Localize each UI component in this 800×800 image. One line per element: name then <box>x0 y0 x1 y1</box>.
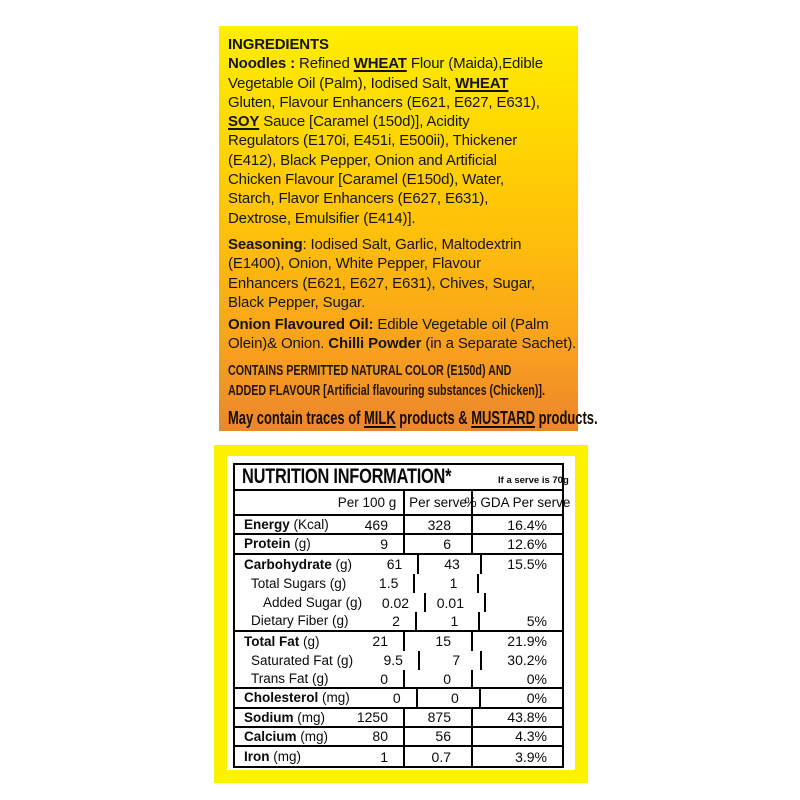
text-segment: (E1400), Onion, White Pepper, Flavour <box>228 255 481 273</box>
nutrition-row <box>235 689 562 708</box>
row-label <box>235 535 331 552</box>
nutrition-row <box>235 747 562 766</box>
value-per-serve: 0.01 <box>424 593 484 612</box>
ingredients-line <box>228 35 572 54</box>
value-per-serve: 7 <box>418 651 480 670</box>
text-segment: Edible Vegetable oil (Palm <box>373 316 549 334</box>
value-gda-per-serve: 5% <box>478 612 562 629</box>
text-segment: Dextrose, Emulsifier (E414)]. <box>228 209 416 227</box>
row-label <box>235 709 331 726</box>
ingredients-line <box>228 361 572 381</box>
value-gda-per-serve: 12.6% <box>471 535 562 552</box>
nutrition-row <box>235 535 562 554</box>
value-per-100g: 0 <box>392 689 401 706</box>
ingredients-line <box>228 381 572 401</box>
ingredients-line <box>228 406 598 430</box>
nutrient-name: Carbohydrate <box>244 556 332 572</box>
value-per-serve: 875 <box>403 709 471 726</box>
row-label <box>235 651 353 670</box>
text-segment: SOY <box>228 113 260 131</box>
ingredients-block <box>228 315 577 354</box>
ingredients-line <box>228 254 572 273</box>
value-gda-per-serve <box>484 593 562 612</box>
ingredients-line <box>228 151 572 170</box>
nutrition-row <box>235 555 562 574</box>
ingredients-line <box>228 274 572 293</box>
nutrient-unit: (Kcal) <box>289 517 329 533</box>
column-header-blank <box>235 491 331 514</box>
value-gda-per-serve: 16.4% <box>471 516 562 533</box>
text-segment: Noodles : <box>228 55 295 73</box>
nutrition-row <box>235 651 562 670</box>
condensed-line-inner <box>228 361 511 381</box>
value-gda-per-serve: 43.8% <box>471 709 562 726</box>
nutrient-unit: (g) <box>341 595 363 611</box>
nutrition-row <box>235 612 562 631</box>
ingredients-line <box>228 209 572 228</box>
ingredients-block <box>228 406 598 430</box>
nutrient-unit: (g) <box>332 652 354 668</box>
text-segment: Black Pepper, Sugar. <box>228 293 366 311</box>
row-label <box>235 574 346 593</box>
ingredients-block <box>228 35 572 228</box>
text-segment: Regulators (E170i, E451i, E500ii), Thickener <box>228 132 518 150</box>
nutrition-title-row <box>235 465 569 491</box>
value-gda-per-serve: 0% <box>479 689 562 706</box>
value-gda-per-serve: 21.9% <box>471 632 562 651</box>
column-header-per-serve: Per serve <box>403 491 471 514</box>
nutrition-row <box>235 574 562 593</box>
text-segment: CONTAINS PERMITTED NATURAL COLOR (E150d) AND <box>228 362 512 379</box>
ingredients-line <box>228 131 572 150</box>
nutrition-title: NUTRITION INFORMATION* <box>242 465 452 488</box>
column-header-per-100g: Per 100 g <box>337 495 397 510</box>
value-per-100g: 61 <box>386 556 403 573</box>
value-per-serve: 1 <box>415 612 478 629</box>
nutrient-unit: (mg) <box>269 749 301 765</box>
ingredients-line <box>228 93 572 112</box>
ingredients-line <box>228 293 572 312</box>
ingredients-line <box>228 170 572 189</box>
nutrient-unit: (g) <box>331 556 353 572</box>
text-segment: Enhancers (E621, E627, E631), Chives, Sugar, <box>228 274 535 292</box>
text-segment: MILK <box>364 406 396 428</box>
nutrient-name: Sodium <box>244 709 294 725</box>
nutrient-unit: (g) <box>290 536 311 552</box>
nutrient-name: Cholesterol <box>244 690 319 706</box>
nutrition-row <box>235 593 562 612</box>
value-per-100g: 0 <box>380 670 388 687</box>
text-segment: Olein)& Onion. <box>228 335 329 353</box>
text-segment: Vegetable Oil (Palm), Iodised Salt, <box>228 74 456 92</box>
nutrition-panel <box>214 445 588 783</box>
ingredients-line <box>228 334 577 353</box>
value-gda-per-serve: 30.2% <box>480 651 562 670</box>
row-label <box>235 612 349 629</box>
nutrition-rows <box>235 516 562 766</box>
value-gda-per-serve: 0% <box>471 670 562 687</box>
text-segment: WHEAT <box>455 74 509 92</box>
row-label <box>235 632 331 651</box>
text-segment: Starch, Flavor Enhancers (E627, E631), <box>228 190 489 208</box>
ingredients-panel <box>219 26 598 431</box>
nutrient-unit: (mg) <box>293 709 325 725</box>
nutrient-unit: (g) <box>299 633 320 649</box>
nutrient-unit: (mg) <box>318 690 350 706</box>
value-per-100g: 2 <box>392 612 400 629</box>
nutrition-title-wrap <box>242 465 498 489</box>
nutrient-name: Added Sugar <box>263 595 342 611</box>
value-per-100g: 1250 <box>356 709 388 726</box>
value-per-serve: 1 <box>413 574 477 593</box>
value-per-serve: 15 <box>403 632 471 651</box>
text-segment: Onion Flavoured Oil: <box>228 316 374 334</box>
value-gda-per-serve: 3.9% <box>471 747 562 766</box>
ingredients-block <box>228 361 572 401</box>
ingredients-line <box>228 235 572 254</box>
column-header-gda-per-serve: % GDA Per serve <box>471 491 562 514</box>
text-segment: Seasoning <box>228 235 303 253</box>
text-segment: Flour (Maida),Edible <box>406 55 543 73</box>
nutrient-name: Saturated Fat <box>251 652 333 668</box>
text-segment: Refined <box>295 55 354 73</box>
value-per-100g: 9.5 <box>383 652 403 669</box>
nutrition-row <box>235 670 562 689</box>
value-per-100g: 1 <box>380 748 388 765</box>
ingredients-line <box>228 112 572 131</box>
ingredients-line <box>228 189 572 208</box>
row-label <box>235 516 331 533</box>
nutrition-row <box>235 709 562 728</box>
text-segment: : Iodised Salt, Garlic, Maltodextrin <box>302 235 522 253</box>
nutrient-name: Energy <box>244 517 290 533</box>
value-per-100g: 469 <box>364 516 388 533</box>
text-segment: Sauce [Caramel (150d)], Acidity <box>259 113 470 131</box>
condensed-line-inner <box>228 406 598 430</box>
value-per-serve: 328 <box>403 516 471 533</box>
value-per-100g: 1.5 <box>378 575 399 592</box>
value-per-100g: 80 <box>372 728 388 745</box>
nutrient-name: Total Fat <box>244 633 300 649</box>
value-per-serve: 0.7 <box>403 747 471 766</box>
nutrition-table <box>233 463 571 768</box>
text-segment: INGREDIENTS <box>228 36 329 53</box>
text-segment: (E412), Black Pepper, Onion and Artificial <box>228 151 497 169</box>
nutrient-unit: (g) <box>328 613 349 629</box>
value-per-serve: 6 <box>403 535 471 552</box>
value-per-100g: 0.02 <box>381 594 410 611</box>
row-label <box>235 747 331 766</box>
row-label <box>235 593 362 612</box>
value-gda-per-serve: 15.5% <box>480 555 562 574</box>
text-segment: MUSTARD <box>471 406 536 428</box>
row-label <box>235 555 352 574</box>
text-segment: Chicken Flavour [Caramel (E150d), Water, <box>228 171 505 189</box>
text-segment: ADDED FLAVOUR [Artificial flavouring substances (Chicken)]. <box>228 382 545 399</box>
nutrient-name: Total Sugars <box>251 575 327 591</box>
nutrition-white-area <box>227 456 575 770</box>
ingredients-line <box>228 315 572 334</box>
row-label <box>235 689 350 706</box>
value-per-100g: 9 <box>380 535 388 552</box>
nutrient-unit: (mg) <box>296 728 329 744</box>
value-per-serve: 43 <box>417 555 480 574</box>
text-segment: May contain traces of <box>228 406 365 428</box>
value-per-serve: 0 <box>403 670 471 687</box>
nutrition-row <box>235 632 562 651</box>
nutrition-row <box>235 728 562 747</box>
value-per-100g: 21 <box>372 633 388 650</box>
text-segment: WHEAT <box>353 55 407 73</box>
ingredients-line <box>228 74 572 93</box>
ingredients-line <box>228 54 572 73</box>
ingredients-text <box>228 35 598 430</box>
row-label <box>235 728 331 745</box>
value-per-serve: 0 <box>416 689 479 706</box>
nutrition-header-row <box>235 491 571 516</box>
value-per-serve: 56 <box>403 728 471 745</box>
nutrition-row <box>235 516 562 535</box>
text-segment: (in a Separate Sachet). <box>421 335 577 353</box>
nutrient-name: Trans Fat <box>251 671 309 687</box>
value-gda-per-serve <box>477 574 562 593</box>
nutrient-name: Protein <box>244 536 291 552</box>
value-gda-per-serve: 4.3% <box>471 728 562 745</box>
nutrient-name: Iron <box>244 749 270 765</box>
nutrient-unit: (g) <box>308 671 329 687</box>
text-segment: Chilli Powder <box>328 335 422 353</box>
nutrient-name: Calcium <box>244 728 297 744</box>
serve-size-note: If a serve is 70g <box>498 475 569 486</box>
text-segment: products. <box>535 406 598 428</box>
condensed-line-inner <box>228 381 545 401</box>
text-segment: Gluten, Flavour Enhancers (E621, E627, E631), <box>228 93 540 111</box>
text-segment: products & <box>395 406 472 428</box>
nutrient-name: Dietary Fiber <box>251 613 329 629</box>
nutrient-unit: (g) <box>326 575 347 591</box>
row-label <box>235 670 331 687</box>
ingredients-block <box>228 235 572 312</box>
